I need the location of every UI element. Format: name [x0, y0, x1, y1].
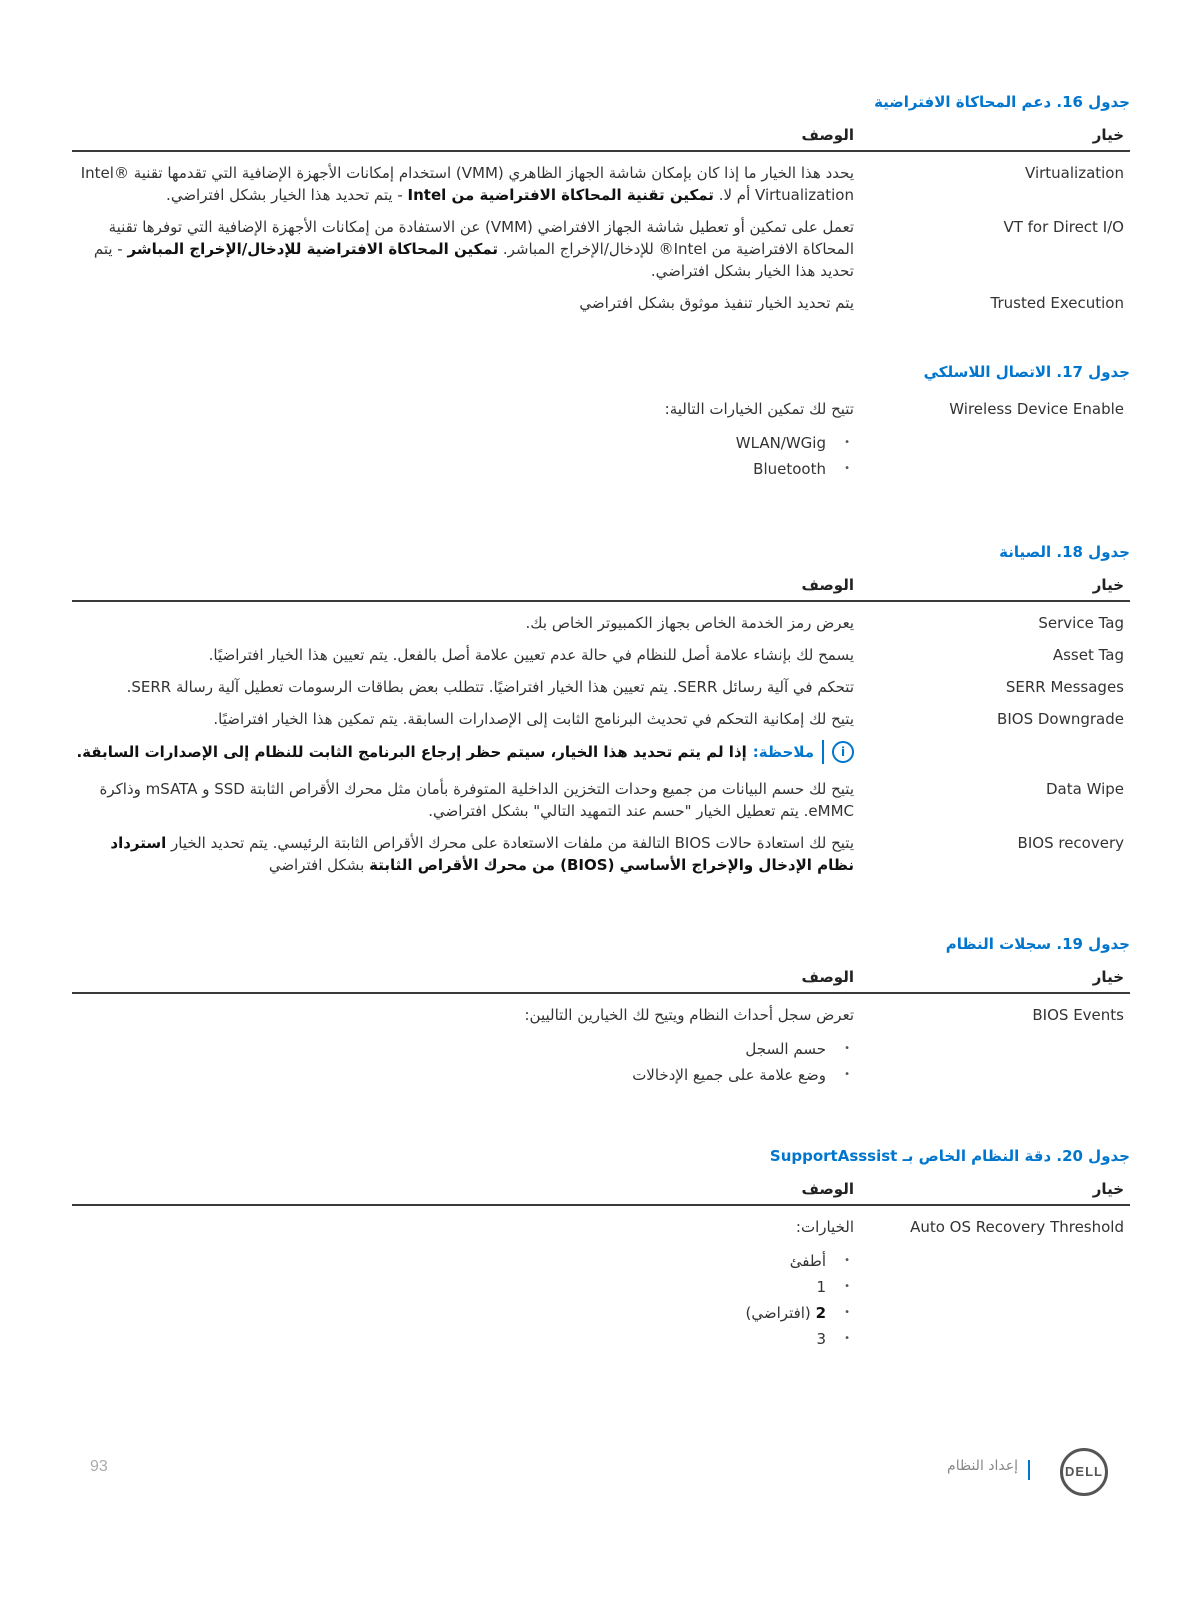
- list-item: • وضع علامة على جميع الإدخالات: [72, 1062, 854, 1088]
- table-row: [72, 1216, 1130, 1352]
- option-name: Asset Tag: [1052, 646, 1124, 664]
- table-20-caption: جدول 20. دقة النظام الخاص بـ SupportAsssist: [769, 1147, 1130, 1165]
- option-name: Service Tag: [1038, 614, 1124, 632]
- option-description: تعمل على تمكين أو تعطيل شاشة الجهاز الافتراضي (VMM) عن الاستفادة من إمكانات الأجهزة الإضافية التي توفرها تقنية المحاكاة الافتراضية من Intel® للإدخال/الإخراج المباشر. تمكين المحاكاة الافتراضية للإدخال/الإخراج المباشر - يتم تحديد هذا الخيار بشكل افتراضي.: [93, 218, 854, 280]
- dell-logo: DELL: [1060, 1448, 1108, 1496]
- page-number: 93: [90, 1458, 108, 1475]
- list-item: • WLAN/WGig: [72, 430, 854, 456]
- table-16-caption: جدول 16. دعم المحاكاة الافتراضية: [874, 93, 1130, 111]
- table-20: [72, 1144, 1130, 1352]
- option-description: الخيارات: • أطفئ • 1 • 2 (افتراضي) • 3: [72, 1216, 854, 1352]
- header-option: خيار: [1092, 126, 1124, 144]
- table-17: [72, 360, 1130, 482]
- table-row: [72, 778, 1130, 822]
- option-name: Trusted Execution: [990, 294, 1124, 312]
- header-description: الوصف: [801, 1180, 854, 1198]
- option-name: Data Wipe: [1045, 780, 1124, 798]
- option-description: يسمح لك بإنشاء علامة أصل للنظام في حالة عدم تعيين علامة أصل بالفعل. يتم تعيين هذا الخيار افتراضيًا.: [208, 646, 854, 664]
- table-row: [72, 1004, 1130, 1088]
- table-row: [72, 162, 1130, 206]
- option-description: يتيح لك استعادة حالات BIOS التالفة من ملفات الاستعادة على محرك الأقراص الثابتة الرئيسي. يتم تحديد الخيار استرداد نظام الإدخال والإخراج الأساسي (BIOS) من محرك الأقراص الثابتة بشكل افتراضي: [110, 834, 854, 874]
- header-option: خيار: [1092, 1180, 1124, 1198]
- list-item: • 3: [72, 1326, 854, 1352]
- option-list: [72, 1036, 854, 1088]
- table-19: [72, 932, 1130, 1088]
- table-17-caption: جدول 17. الاتصال اللاسلكي: [923, 363, 1130, 381]
- table-row: [72, 676, 1130, 698]
- table-20-header: [72, 1174, 1130, 1206]
- note-box: [72, 740, 854, 764]
- footer-divider: [1028, 1460, 1030, 1480]
- info-icon: i: [832, 741, 854, 763]
- option-description: يحدد هذا الخيار ما إذا كان بإمكان شاشة الجهاز الظاهري (VMM) استخدام إمكانات الأجهزة الإضافية التي تقدمها تقنية Intel® Virtualization أم لا. تمكين تقنية المحاكاة الافتراضية من Intel - يتم تحديد هذا الخيار بشكل افتراضي.: [80, 164, 854, 204]
- option-name: Virtualization: [1025, 164, 1124, 182]
- table-row: [72, 708, 1130, 764]
- table-18-header: [72, 570, 1130, 602]
- table-19-header: [72, 962, 1130, 994]
- option-name: VT for Direct I/O: [1003, 218, 1124, 236]
- table-row: [72, 832, 1130, 876]
- table-19-caption: جدول 19. سجلات النظام: [945, 935, 1130, 953]
- note-divider: [822, 740, 824, 764]
- list-item: • Bluetooth: [72, 456, 854, 482]
- table-row: [72, 216, 1130, 282]
- footer-title: إعداد النظام: [947, 1458, 1018, 1474]
- table-16: [72, 90, 1130, 314]
- option-name: BIOS Events: [1032, 1006, 1124, 1024]
- option-name: SERR Messages: [1005, 678, 1124, 696]
- option-description: يتيح لك إمكانية التحكم في تحديث البرنامج الثابت إلى الإصدارات السابقة. يتم تمكين هذا الخيار افتراضيًا. i ملاحظة: إذا لم يتم تحديد هذا الخيار، سيتم حظر إرجاع البرنامج الثابت للنظام إلى الإصدارات السابقة.: [72, 708, 854, 764]
- table-row: [72, 644, 1130, 666]
- table-18: [72, 540, 1130, 876]
- option-description: تعرض سجل أحداث النظام ويتيح لك الخيارين التاليين: • حسم السجل • وضع علامة على جميع الإدخالات: [72, 1004, 854, 1088]
- table-row: [72, 612, 1130, 634]
- option-description: تتيح لك تمكين الخيارات التالية: • WLAN/WGig • Bluetooth: [72, 398, 854, 482]
- option-description: يتيح لك حسم البيانات من جميع وحدات التخزين الداخلية المتوفرة بأمان مثل محرك الأقراص الثابتة SSD و mSATA وذاكرة eMMC. يتم تعطيل الخيار "حسم عند التمهيد التالي" بشكل افتراضي.: [99, 780, 854, 820]
- table-row: [72, 398, 1130, 482]
- option-name: Wireless Device Enable: [949, 400, 1124, 418]
- list-item: • 1: [72, 1274, 854, 1300]
- option-list: [72, 430, 854, 482]
- list-item: • حسم السجل: [72, 1036, 854, 1062]
- table-16-header: [72, 120, 1130, 152]
- list-item: • أطفئ: [72, 1248, 854, 1274]
- header-description: الوصف: [801, 968, 854, 986]
- header-description: الوصف: [801, 576, 854, 594]
- option-name: BIOS recovery: [1017, 834, 1124, 852]
- note-label: ملاحظة:: [752, 743, 814, 761]
- option-name: Auto OS Recovery Threshold: [910, 1218, 1124, 1236]
- option-description: يتم تحديد الخيار تنفيذ موثوق بشكل افتراضي: [579, 294, 854, 312]
- header-option: خيار: [1092, 968, 1124, 986]
- header-option: خيار: [1092, 576, 1124, 594]
- option-list: [72, 1248, 854, 1352]
- header-description: الوصف: [801, 126, 854, 144]
- note-text: إذا لم يتم تحديد هذا الخيار، سيتم حظر إرجاع البرنامج الثابت للنظام إلى الإصدارات السابقة.: [76, 743, 747, 761]
- option-description: يعرض رمز الخدمة الخاص بجهاز الكمبيوتر الخاص بك.: [525, 614, 854, 632]
- table-row: [72, 292, 1130, 314]
- table-18-caption: جدول 18. الصيانة: [999, 543, 1130, 561]
- option-name: BIOS Downgrade: [997, 710, 1124, 728]
- option-description: تتحكم في آلية رسائل SERR. يتم تعيين هذا الخيار افتراضيًا. تتطلب بعض بطاقات الرسومات تعطيل آلية رسالة SERR.: [126, 678, 854, 696]
- page-footer: [72, 1448, 1130, 1492]
- list-item: • 2 (افتراضي): [72, 1300, 854, 1326]
